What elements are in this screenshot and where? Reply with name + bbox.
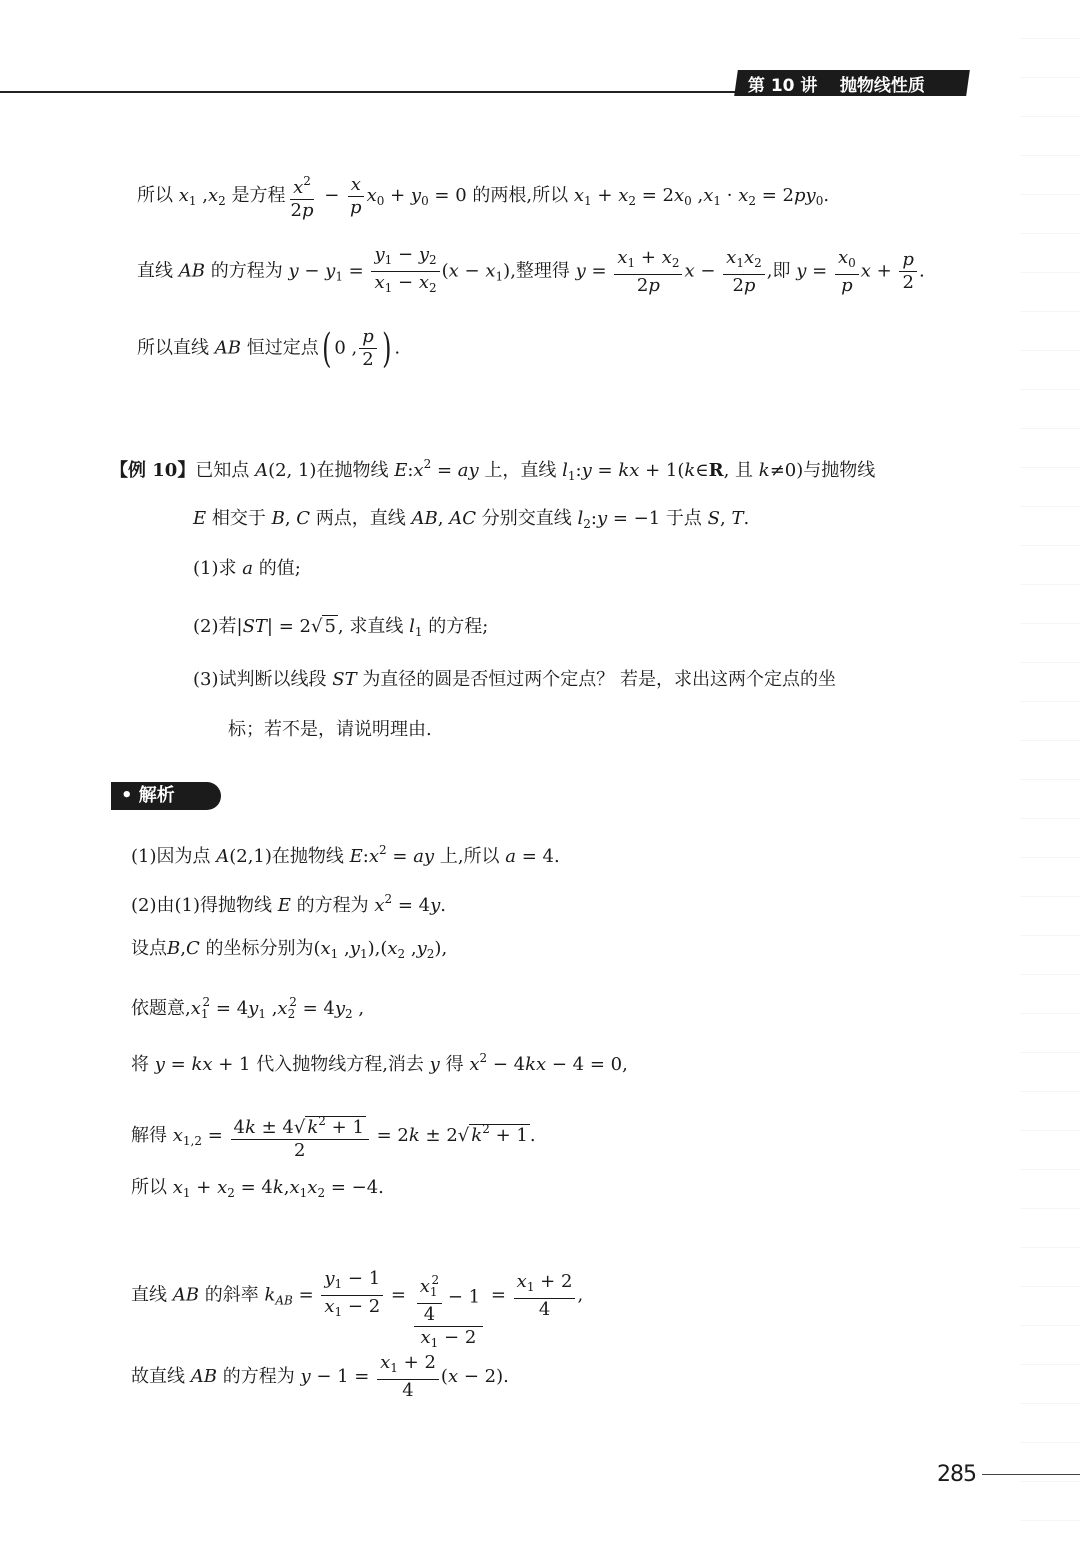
example-stem-1: 【例 10】已知点 A(2, 1)在抛物线 $E:x^2$ = ay 上，直线 $l_1:y$ = kx + 1(k∈R, 且 k≠0)与抛物线 xyxy=(110,457,876,483)
chapter-title: 抛物线性质 xyxy=(839,75,925,96)
page-edge-texture xyxy=(1020,0,1080,1545)
example-stem-2: E 相交于 B, C 两点，直线 AB, AC 分别交直线 $l_2:y = -1$ 于点 S, T. xyxy=(193,508,750,531)
prev-line-2: 直线 AB 的方程为 $y - y_1$ = $\frac{y_1 - y_2}{x_1 - x_2}$ $(x - x_1)$,整理得 y = $\frac{x_1 + x_2}{2p}$ x − $\frac{x_1x_2}{2p}$ ,即 y = $\frac{x_0}{p}$ x + $\frac{p}{2}$ . xyxy=(137,244,925,296)
solution-line-8: 直线 AB 的斜率 $k_{AB}$ = $\frac{y_1 - 1}{x_1 - 2}$ = $\frac{x_1^2}{4}$ − 1 $x_1 - 2$ = $\frac{x_1 + 2}{4}$ , xyxy=(131,1268,584,1350)
solution-line-2: (2)由(1)得抛物线 E 的方程为 $x^2 = 4y$. xyxy=(131,892,447,916)
solution-line-9: 故直线 AB 的方程为 y − 1 = $\frac{x_1 + 2}{4}$ (x − 2). xyxy=(131,1352,509,1401)
question-3-cont: 标；若不是，请说明理由. xyxy=(228,719,432,740)
prev-line-1: 所以 $x_1$ $,x_2$ 是方程 $\frac{x^2}{2p}$ − $\frac{x}{p}$ $x_0 + y_0 = 0$ 的两根,所以 $x_1 + x_2 = 2x_0$ $,x_1 \cdot x_2 = 2py_0$. xyxy=(137,170,829,222)
question-1: (1)求 a 的值; xyxy=(193,558,301,579)
solution-badge: • 解析 xyxy=(111,782,221,810)
solution-line-3: 设点B,C 的坐标分别为($x_1$ $,y_1),(x_2$ $,y_2$), xyxy=(131,938,448,961)
question-3: (3)试判断以线段 ST 为直径的圆是否恒过两个定点？ 若是，求出这两个定点的坐 xyxy=(193,669,837,690)
solution-line-6: 解得 $x_{1,2}$ = $\frac{4k \pm 4√ k^2 + 1}{2}$ = 2k ± 2√ $k^2 + 1$ . xyxy=(131,1110,536,1162)
solution-line-4: 依题意$,x_1^2 = 4y_1$ $,x_2^2 = 4y_2$ , xyxy=(131,995,365,1021)
lecture-number: 第 10 讲 xyxy=(748,75,818,96)
prev-line-3: 所以直线 AB 恒过定点( 0 , $\frac{p}{2}$ ) . xyxy=(137,325,401,372)
header-rule xyxy=(0,91,740,93)
solution-line-7: 所以 $x_1 + x_2 = 4k,x_1x_2 = -4$. xyxy=(131,1177,384,1200)
page-number: 285 xyxy=(937,1462,976,1487)
footer-rule xyxy=(982,1474,1080,1475)
question-2: (2)若|ST| = 2√ 5 , 求直线 $l_1$ 的方程; xyxy=(193,616,489,639)
solution-line-1: (1)因为点 A(2,1)在抛物线 $E:x^2$ = ay 上,所以 a = 4. xyxy=(131,843,560,867)
solution-line-5: 将 y = kx + 1 代入抛物线方程,消去 y 得 $x^2 - 4kx - 4 = 0$, xyxy=(131,1051,628,1075)
chapter-header xyxy=(734,70,970,96)
example-tag: 【例 10】 xyxy=(110,460,196,481)
